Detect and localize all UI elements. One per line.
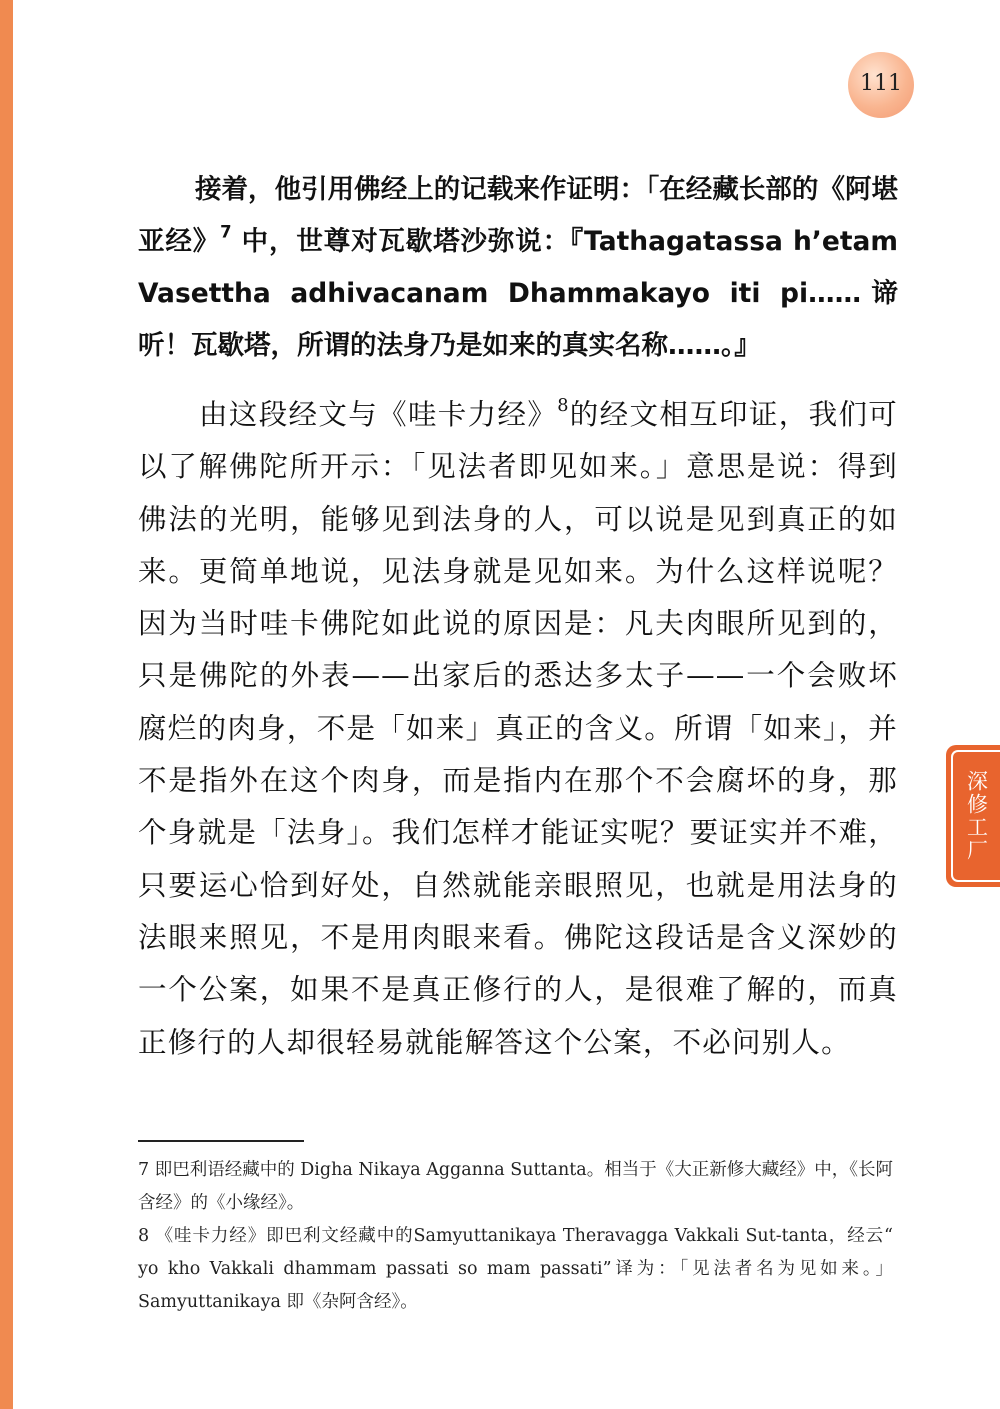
quote-text-part-1: 接着，他引用佛经上的记载来作证明：「在经藏长部的《阿堪亚经》 xyxy=(138,174,898,257)
footnote-divider xyxy=(138,1140,304,1142)
body-paragraph xyxy=(138,389,898,1069)
page-number-badge xyxy=(848,52,914,118)
quoted-scripture-paragraph xyxy=(138,164,898,372)
footnote-8: 8 《哇卡力经》即巴利文经藏中的Samyuttanikaya Theravagga Vakkali Sut-tanta，经云“ yo kho Vakkali dhammam passati so mam passati”译为：「见法者名为见如来。」Samyuttanikaya 即《杂阿含经》。 xyxy=(138,1226,893,1312)
section-tab xyxy=(946,745,1000,887)
body-text-part-1: 由这段经文与《哇卡力经》 xyxy=(199,398,558,431)
body-text-part-2: 的经文相互印证，我们可以了解佛陀所开示：「见法者即见如来。」意思是说：得到佛法的光明，能够见到法身的人，可以说是见到真正的如来。更简单地说，见法身就是见如来。为什么这样说呢？因为当时哇卡佛陀如此说的原因是：凡夫肉眼所见到的，只是佛陀的外表——出家后的悉达多太子——一个会败坏腐烂的肉身，不是「如来」真正的含义。所谓「如来」，并不是指外在这个肉身，而是指内在那个不会腐坏的身，那个身就是「法身」。我们怎样才能证实呢？要证实并不难，只要运心恰到好处，自然就能亲眼照见，也就是用法身的法眼来照见，不是用肉眼来看。佛陀这段话是含义深妙的一个公案，如果不是真正修行的人，是很难了解的，而真正修行的人却很轻易就能解答这个公案，不必问别人。 xyxy=(138,398,898,1059)
footnote-ref-7: 7 xyxy=(220,222,232,242)
quote-text-part-2: 中，世尊对瓦歇塔沙弥说：『Tathagatassa h’etam Vasettha adhivacanam Dhammakayo iti pi……谛听！瓦歇塔，所谓的法身乃是如来的真实名称……。』 xyxy=(138,226,899,361)
section-tab-frame xyxy=(951,750,1000,882)
footnote-7: 7 即巴利语经藏中的 Digha Nikaya Agganna Suttanta。相当于《大正新修大藏经》中，《长阿含经》的《小缘经》。 xyxy=(138,1160,893,1213)
section-tab-label: 深修工厂 xyxy=(964,770,989,862)
page-number: 111 xyxy=(860,70,902,96)
left-edge-stripe xyxy=(0,0,13,1409)
footnote-ref-8: 8 xyxy=(557,395,570,416)
